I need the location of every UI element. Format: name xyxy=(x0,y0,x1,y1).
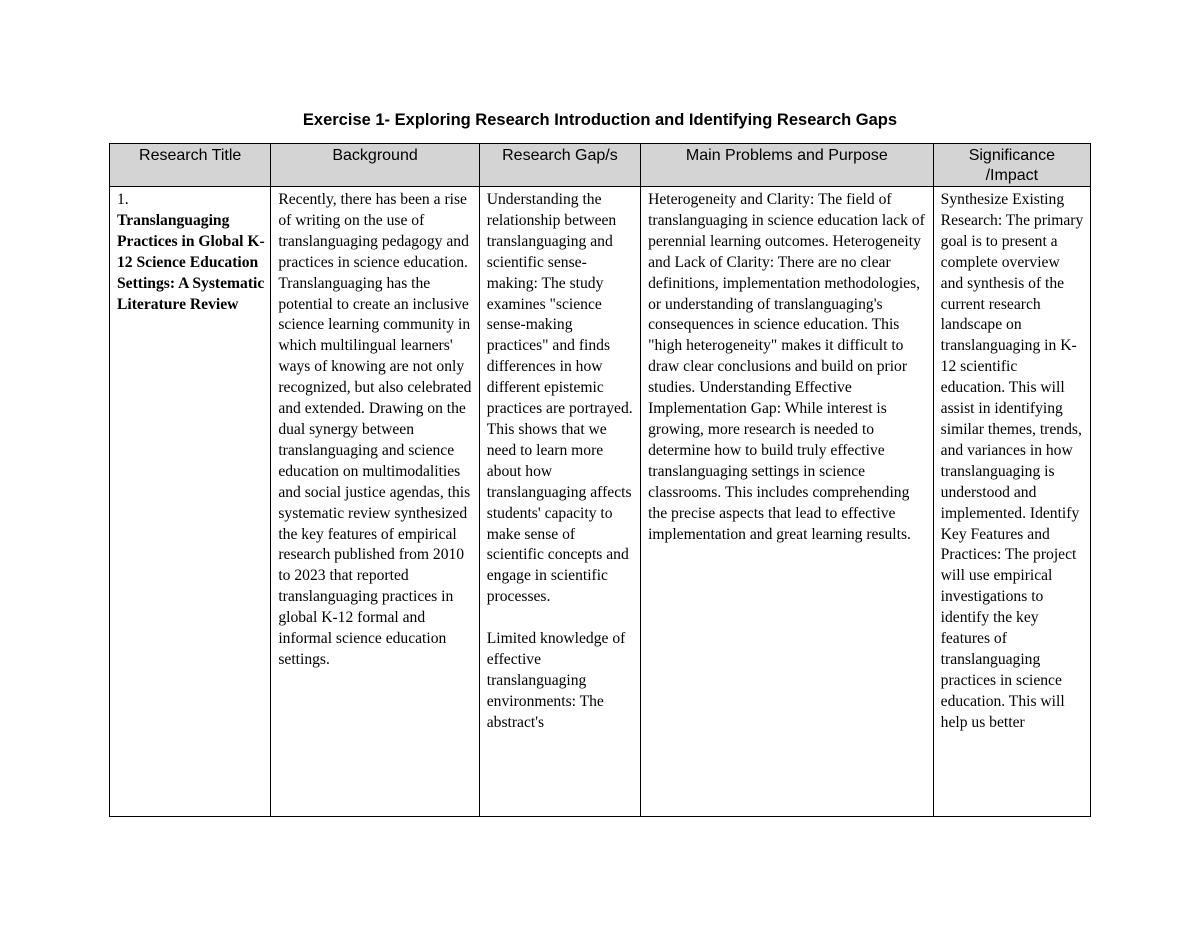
paragraph-spacer xyxy=(487,608,635,629)
document-title: Exercise 1- Exploring Research Introduction and Identifying Research Gaps xyxy=(302,111,898,129)
main-problems-text: Heterogeneity and Clarity: The field of translanguaging in science education lack of perennial learning outcomes. Heterogeneity and Lack of Clarity: There are no clear definitions, implementation methodologies, or understanding of translanguaging's consequences in science education. This "high heterogeneity" makes it difficult to draw clear conclusions and build on prior studies. Understanding Effective Implementation Gap: While interest is growing, more research is needed to determine how to build truly effective translanguaging settings in science classrooms. This includes comprehending the precise aspects that lead to effective implementation and great learning results. xyxy=(648,191,925,543)
research-gap-paragraph-2: Limited knowledge of effective translanguaging environments: The abstract's xyxy=(486,630,626,731)
cell-background xyxy=(271,187,479,817)
background-text: Recently, there has been a rise of writing on the use of translanguaging pedagogy and practices in science education. Translanguaging has the potential to create an inclusive science learning community in which multilingual learners' ways of knowing are not only recognized, but also celebrated and extended. Drawing on the dual synergy between translanguaging and science education on multimodalities and social justice agendas, this systematic review synthesized the key features of empirical research published from 2010 to 2023 that reported translanguaging practices in global K-12 formal and informal science education settings. xyxy=(278,191,472,668)
header-background: Background xyxy=(271,144,479,187)
header-research-title: Research Title xyxy=(110,144,271,187)
row-number: 1. xyxy=(117,191,129,208)
table-header-row xyxy=(110,144,1091,187)
significance-text: Synthesize Existing Research: The primary goal is to present a complete overview and synthesis of the current research landscape on translanguaging in K-12 scientific education. This will assist in identifying similar themes, trends, and variances in how translanguaging is understood and implemented. Identify Key Features and Practices: The project will use empirical investigations to identify the key features of translanguaging practices in science education. This will help us better xyxy=(940,191,1084,731)
header-main-problems: Main Problems and Purpose xyxy=(641,144,934,187)
table-row xyxy=(110,187,1091,817)
header-significance: Significance /Impact xyxy=(933,144,1090,187)
research-title-text: Translanguaging Practices in Global K-12 Science Education Settings: A Systematic Literature Review xyxy=(117,211,265,313)
header-research-gaps: Research Gap/s xyxy=(479,144,640,187)
cell-significance xyxy=(933,187,1090,817)
cell-research-title xyxy=(110,187,271,817)
cell-main-problems xyxy=(641,187,934,817)
research-table xyxy=(109,143,1091,817)
cell-research-gaps xyxy=(479,187,640,817)
research-gap-paragraph-1: Understanding the relationship between translanguaging and scientific sense-making: The study examines "science sense-making practices" and finds differences in how different epistemic practices are portrayed. This shows that we need to learn more about how translanguaging affects students' capacity to make sense of scientific concepts and engage in scientific processes. xyxy=(486,191,633,606)
